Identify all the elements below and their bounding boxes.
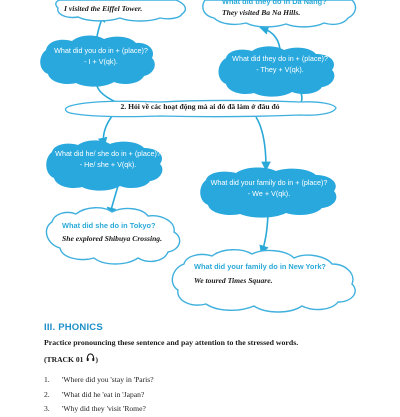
bubble-heshe-answer: - He/ she + V(qk). <box>79 160 137 169</box>
bubble-you <box>48 45 154 67</box>
cloud-top-left-answer: I visited the Eiffel Tower. <box>64 4 143 13</box>
bubble-family-question: What did your family do in + (place)? <box>210 178 328 187</box>
cloud-mid-left-answer: She explored Shibuya Crossing. <box>62 234 163 243</box>
cloud-bottom-right-text <box>194 262 354 285</box>
cloud-mid-left-question: What did she do in Tokyo? <box>62 221 156 230</box>
list-item <box>44 373 374 388</box>
bubble-heshe-question: What did he/ she do in + (place)? <box>55 149 161 158</box>
center-label: 2. Hỏi về các hoạt động mà ai đó đã làm ở đâu đó <box>120 102 280 111</box>
phonics-instruction: Practice pronouncing these sentence and pay attention to the stressed words. <box>44 338 299 347</box>
cloud-mid-left-text <box>62 221 180 243</box>
track-line <box>44 349 374 367</box>
track-label-close: ) <box>95 355 98 364</box>
item-number: 1. <box>44 375 50 385</box>
phonics-title: III. PHONICS <box>44 322 103 333</box>
bubble-they <box>224 53 336 75</box>
item-number: 3. <box>44 404 50 414</box>
bubble-heshe <box>50 148 166 170</box>
arrow-center-to-family <box>256 117 266 168</box>
cloud-top-right-question: What did they do in Da Nang? <box>222 0 327 6</box>
phonics-section <box>44 322 374 417</box>
bubble-they-question: What did they do in + (place)? <box>232 54 328 63</box>
arrow-center-to-heshe <box>103 116 112 144</box>
bubble-family <box>200 177 338 199</box>
bubble-you-question: What did you do in + (place)? <box>54 46 148 55</box>
cloud-top-left-text <box>64 2 184 13</box>
item-text: 'Where did you 'stay in 'Paris? <box>62 375 154 385</box>
cloud-top-right-text <box>222 0 362 17</box>
bubble-they-answer: - They + V(qk). <box>256 65 304 74</box>
phrase-list <box>44 373 374 417</box>
list-item <box>44 388 374 403</box>
cloud-bottom-right-question: What did your family do in New York? <box>194 262 326 271</box>
bubble-family-answer: - We + V(qk). <box>247 189 291 198</box>
list-item <box>44 402 374 417</box>
item-text: 'What did he 'eat in 'Japan? <box>62 389 145 399</box>
bubble-you-answer: - I + V(qk). <box>84 57 118 66</box>
track-label: (TRACK 01 <box>44 355 84 364</box>
item-text: 'Why did they 'visit 'Rome? <box>62 404 146 414</box>
item-number: 2. <box>44 389 50 399</box>
cloud-top-right-answer: They visited Ba Na Hills. <box>222 8 301 17</box>
cloud-bottom-right-answer: We toured Times Square. <box>194 276 273 285</box>
